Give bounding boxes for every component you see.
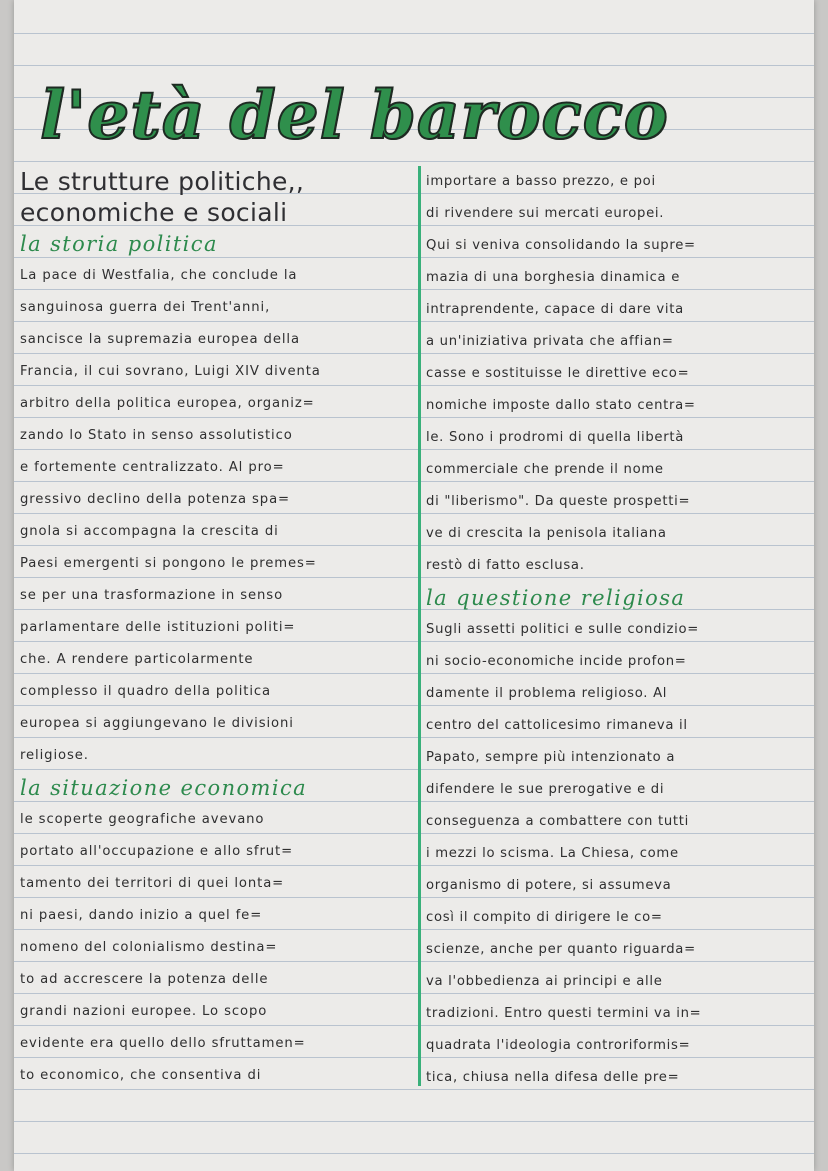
text-line: zando lo Stato in senso assolutistico <box>20 428 293 443</box>
text-line: arbitro della politica europea, organiz= <box>20 396 315 411</box>
text-line: che. A rendere particolarmente <box>20 652 254 667</box>
text-line: mazia di una borghesia dinamica e <box>426 270 681 285</box>
text-line: organismo di potere, si assumeva <box>426 878 672 893</box>
text-line: le. Sono i prodromi di quella libertà <box>426 430 684 445</box>
text-line: importare a basso prezzo, e poi <box>426 174 656 189</box>
text-line: commerciale che prende il nome <box>426 462 664 477</box>
text-line: europea si aggiungevano le divisioni <box>20 716 294 731</box>
right-column <box>426 166 806 1094</box>
economica-continued-paragraph <box>426 166 806 582</box>
text-line: conseguenza a combattere con tutti <box>426 814 690 829</box>
text-line: le scoperte geografiche avevano <box>20 812 265 827</box>
text-line: ni paesi, dando inizio a quel fe= <box>20 908 263 923</box>
text-line: tradizioni. Entro questi termini va in= <box>426 1006 702 1021</box>
left-column <box>20 166 410 1092</box>
text-line: difendere le sue prerogative e di <box>426 782 665 797</box>
text-line: grandi nazioni europee. Lo scopo <box>20 1004 268 1019</box>
text-line: complesso il quadro della politica <box>20 684 272 699</box>
text-line: quadrata l'ideologia controriformis= <box>426 1038 691 1053</box>
text-line: di rivendere sui mercati europei. <box>426 206 665 221</box>
subheading-storia-politica: la storia politica <box>20 232 218 256</box>
text-line: Paesi emergenti si pongono le premes= <box>20 556 317 571</box>
text-line: La pace di Westfalia, che conclude la <box>20 268 298 283</box>
economica-paragraph <box>20 804 410 1092</box>
text-line: Papato, sempre più intenzionato a <box>426 750 676 765</box>
text-line: a un'iniziativa privata che affian= <box>426 334 674 349</box>
text-line: to ad accrescere la potenza delle <box>20 972 269 987</box>
text-line: tica, chiusa nella difesa delle pre= <box>426 1070 680 1085</box>
text-line: gressivo declino della potenza spa= <box>20 492 291 507</box>
section-heading-line-1: Le strutture politiche,, <box>20 167 305 196</box>
text-line: e fortemente centralizzato. Al pro= <box>20 460 285 475</box>
politica-paragraph <box>20 260 410 772</box>
text-line: nomeno del colonialismo destina= <box>20 940 278 955</box>
notebook-page <box>14 0 814 1171</box>
text-line: casse e sostituisse le direttive eco= <box>426 366 690 381</box>
text-line: nomiche imposte dallo stato centra= <box>426 398 696 413</box>
text-line: di "liberismo". Da queste prospetti= <box>426 494 691 509</box>
text-line: gnola si accompagna la crescita di <box>20 524 279 539</box>
religiosa-paragraph <box>426 614 806 1094</box>
subheading-situazione-economica: la situazione economica <box>20 776 308 800</box>
text-line: sancisce la supremazia europea della <box>20 332 300 347</box>
text-line: evidente era quello dello sfruttamen= <box>20 1036 306 1051</box>
text-line: tamento dei territori di quei lonta= <box>20 876 285 891</box>
page-title: l'età del barocco <box>40 76 669 154</box>
text-line: centro del cattolicesimo rimaneva il <box>426 718 688 733</box>
text-line: restò di fatto esclusa. <box>426 558 585 573</box>
text-line: scienze, anche per quanto riguarda= <box>426 942 696 957</box>
text-line: damente il problema religioso. Al <box>426 686 668 701</box>
text-line: Francia, il cui sovrano, Luigi XIV diventa <box>20 364 321 379</box>
text-line: intraprendente, capace di dare vita <box>426 302 684 317</box>
text-line: così il compito di dirigere le co= <box>426 910 663 925</box>
text-line: to economico, che consentiva di <box>20 1068 262 1083</box>
text-line: se per una trasformazione in senso <box>20 588 284 603</box>
text-line: ve di crescita la penisola italiana <box>426 526 667 541</box>
text-line: portato all'occupazione e allo sfrut= <box>20 844 294 859</box>
text-line: ni socio-economiche incide profon= <box>426 654 687 669</box>
text-line: i mezzi lo scisma. La Chiesa, come <box>426 846 679 861</box>
text-line: sanguinosa guerra dei Trent'anni, <box>20 300 271 315</box>
text-line: parlamentare delle istituzioni politi= <box>20 620 296 635</box>
text-line: Qui si veniva consolidando la supre= <box>426 238 696 253</box>
text-line: Sugli assetti politici e sulle condizio= <box>426 622 700 637</box>
subheading-questione-religiosa: la questione religiosa <box>426 586 686 610</box>
section-heading-line-2: economiche e sociali <box>20 198 288 227</box>
text-line: religiose. <box>20 748 89 763</box>
text-line: va l'obbedienza ai principi e alle <box>426 974 663 989</box>
column-divider <box>418 166 421 1086</box>
